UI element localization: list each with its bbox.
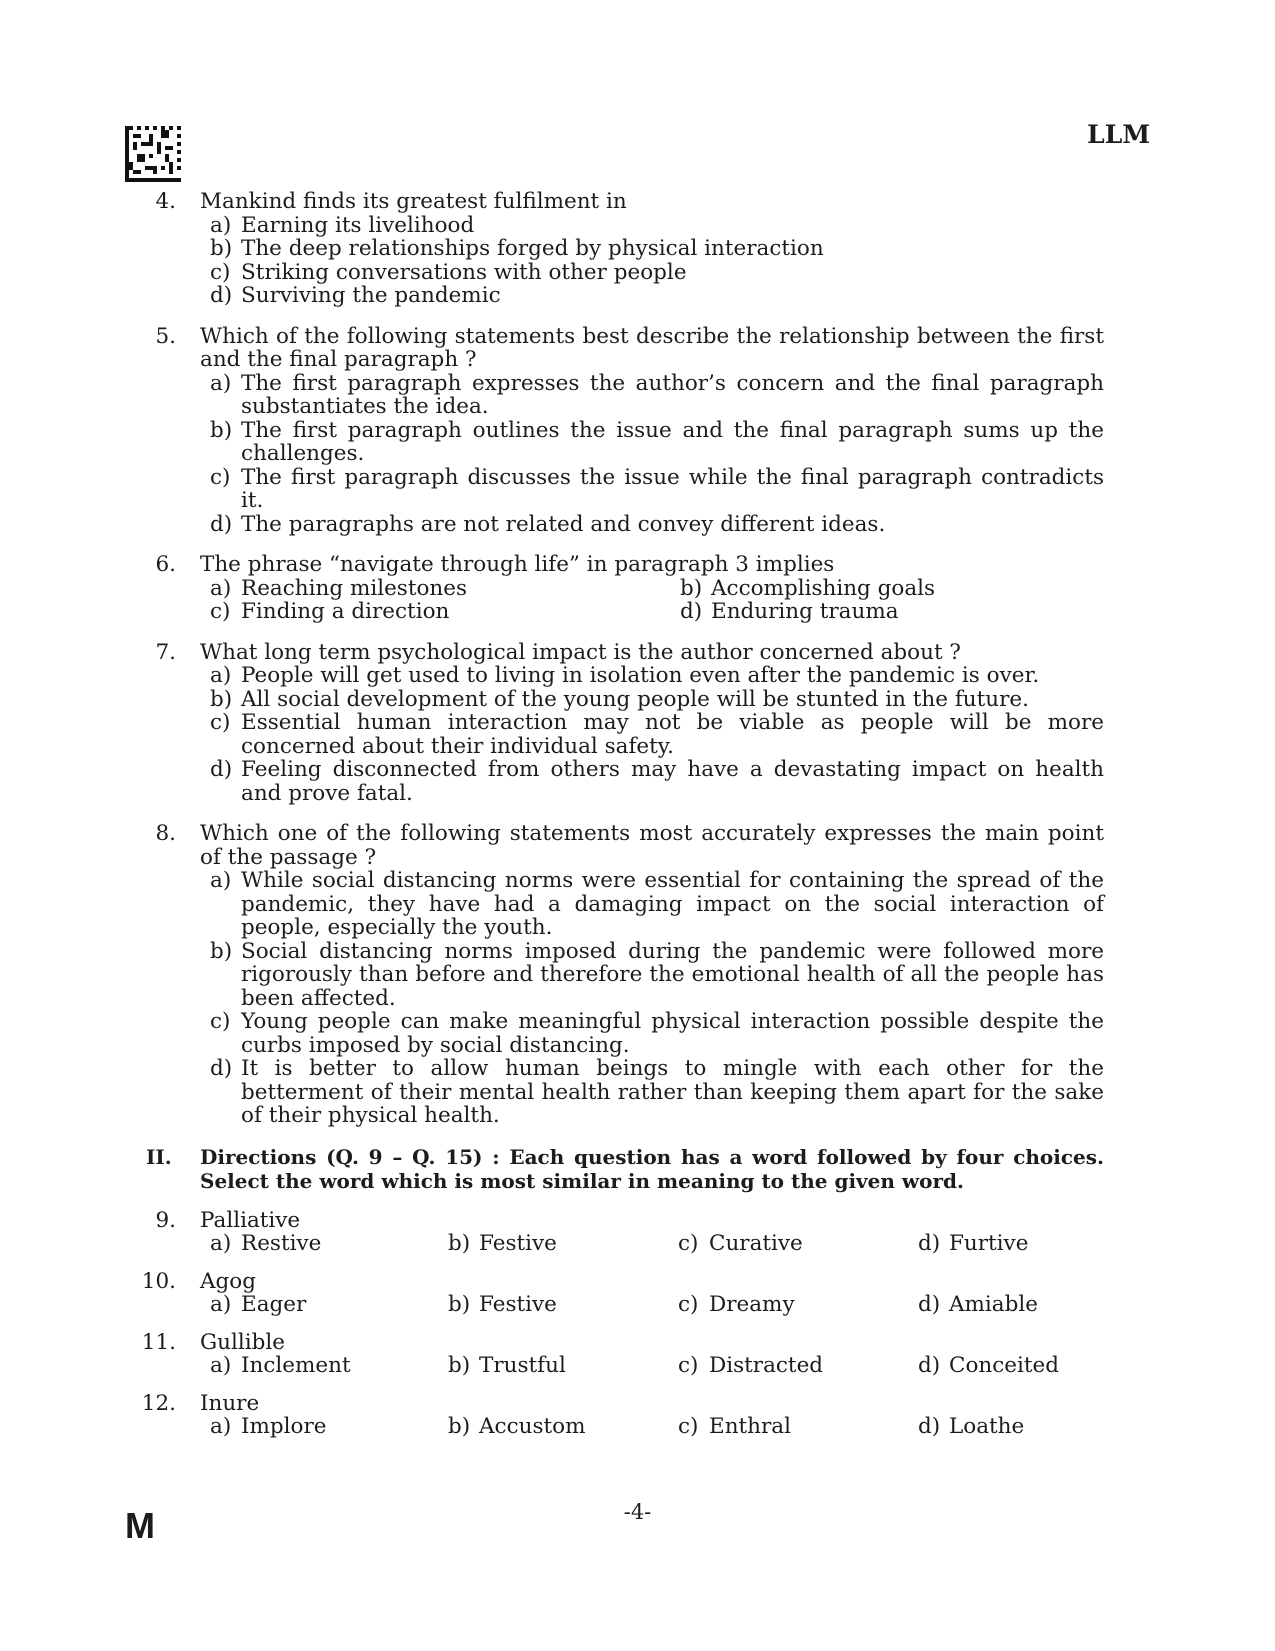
question-word: Gullible <box>200 1329 286 1355</box>
question-text: The phrase “navigate through life” in paragraph 3 implies <box>200 552 835 577</box>
question-word: Inure <box>200 1390 260 1416</box>
section-text: Directions (Q. 9 – Q. 15) : Each question has a word followed by four choices. Select the word which is most similar in meaning to the given word. <box>200 1144 1104 1193</box>
question-6 <box>136 553 1104 624</box>
question-8 <box>136 822 1104 1128</box>
option-c: c) Finding a direction <box>210 599 450 624</box>
question-5 <box>136 325 1104 537</box>
option-c: c) Enthral <box>678 1414 792 1439</box>
option-a: a) People will get used to living in isolation even after the pandemic is over. <box>210 663 1040 688</box>
question-11 <box>136 1331 1104 1378</box>
section-directions <box>136 1145 1104 1193</box>
option-d: d) Feeling disconnected from others may have a devastating impact on health and prove fatal. <box>210 757 1104 806</box>
question-number: 12. <box>141 1390 176 1416</box>
section-number: II. <box>146 1144 172 1169</box>
options-grid <box>200 1293 1104 1317</box>
option-c: c) Young people can make meaningful physical interaction possible despite the curbs imposed by social distancing. <box>210 1009 1104 1058</box>
question-number: 11. <box>141 1329 176 1355</box>
option-d: d) The paragraphs are not related and convey different ideas. <box>210 511 886 537</box>
question-number: 9. <box>155 1207 176 1233</box>
question-9 <box>136 1209 1104 1256</box>
footer-mark: M <box>125 1505 155 1546</box>
question-7 <box>136 641 1104 806</box>
option-b: b) The first paragraph outlines the issue and the final paragraph sums up the challenges. <box>210 417 1104 466</box>
option-b: b) Accomplishing goals <box>680 575 936 601</box>
option-c: c) The first paragraph discusses the issue while the final paragraph contradicts it. <box>210 464 1104 513</box>
question-number: 4. <box>155 189 176 214</box>
option-d: d) Amiable <box>918 1292 1038 1317</box>
question-word: Agog <box>200 1268 256 1294</box>
options-grid <box>200 1232 1104 1256</box>
question-number: 5. <box>155 323 176 349</box>
option-b: b) The deep relationships forged by physical interaction <box>210 236 824 261</box>
barcode-icon <box>125 126 181 182</box>
option-a: a) While social distancing norms were essential for containing the spread of the pandemic, they have had a damaging impact on the social interaction of people, especially the youth. <box>210 868 1104 940</box>
options-grid <box>200 1354 1104 1378</box>
question-text: Which of the following statements best describe the relationship between the first and the final paragraph ? <box>200 323 1104 372</box>
question-number: 6. <box>155 552 176 577</box>
option-a: a) Implore <box>210 1414 327 1439</box>
question-number: 7. <box>155 639 176 665</box>
option-b: b) Accustom <box>448 1414 586 1439</box>
option-d: d) Surviving the pandemic <box>210 283 501 308</box>
option-b: b) Festive <box>448 1292 557 1317</box>
option-c: c) Essential human interaction may not be viable as people will be more concerned about their individual safety. <box>210 710 1104 759</box>
question-4 <box>136 190 1104 308</box>
question-12 <box>136 1392 1104 1439</box>
option-b: b) Trustful <box>448 1353 566 1378</box>
option-b: b) Social distancing norms imposed during the pandemic were followed more rigorously than before and therefore the emotional health of all the people has been affected. <box>210 938 1104 1011</box>
question-10 <box>136 1270 1104 1317</box>
option-d: d) It is better to allow human beings to mingle with each other for the betterment of their mental health rather than keeping them apart for the sake of their physical health. <box>210 1056 1104 1128</box>
question-word: Palliative <box>200 1207 301 1233</box>
option-b: b) All social development of the young people will be stunted in the future. <box>210 686 1029 712</box>
option-c: c) Dreamy <box>678 1292 795 1317</box>
question-number: 10. <box>141 1268 176 1294</box>
option-c: c) Distracted <box>678 1353 824 1378</box>
option-c: c) Striking conversations with other people <box>210 259 687 285</box>
option-a: a) Eager <box>210 1292 307 1317</box>
option-b: b) Festive <box>448 1231 557 1256</box>
question-number: 8. <box>155 821 176 846</box>
page-number: -4- <box>623 1500 652 1524</box>
option-d: d) Enduring trauma <box>680 599 899 624</box>
question-text: Mankind finds its greatest fulfilment in <box>200 189 627 214</box>
option-d: d) Furtive <box>918 1231 1029 1256</box>
option-a: a) Restive <box>210 1231 322 1256</box>
paper-code: LLM <box>1087 120 1150 149</box>
options-grid <box>200 1415 1104 1439</box>
question-text: Which one of the following statements most accurately expresses the main point of the passage ? <box>200 821 1104 870</box>
option-d: d) Conceited <box>918 1353 1060 1378</box>
question-text: What long term psychological impact is the author concerned about ? <box>200 639 961 665</box>
option-a: a) Inclement <box>210 1353 351 1378</box>
option-a: a) The first paragraph expresses the author’s concern and the final paragraph substantiates the idea. <box>210 370 1104 419</box>
options-grid <box>200 577 1104 624</box>
option-a: a) Reaching milestones <box>210 575 468 601</box>
option-c: c) Curative <box>678 1231 803 1256</box>
question-list <box>136 190 1104 1453</box>
option-a: a) Earning its livelihood <box>210 212 475 238</box>
option-d: d) Loathe <box>918 1414 1025 1439</box>
